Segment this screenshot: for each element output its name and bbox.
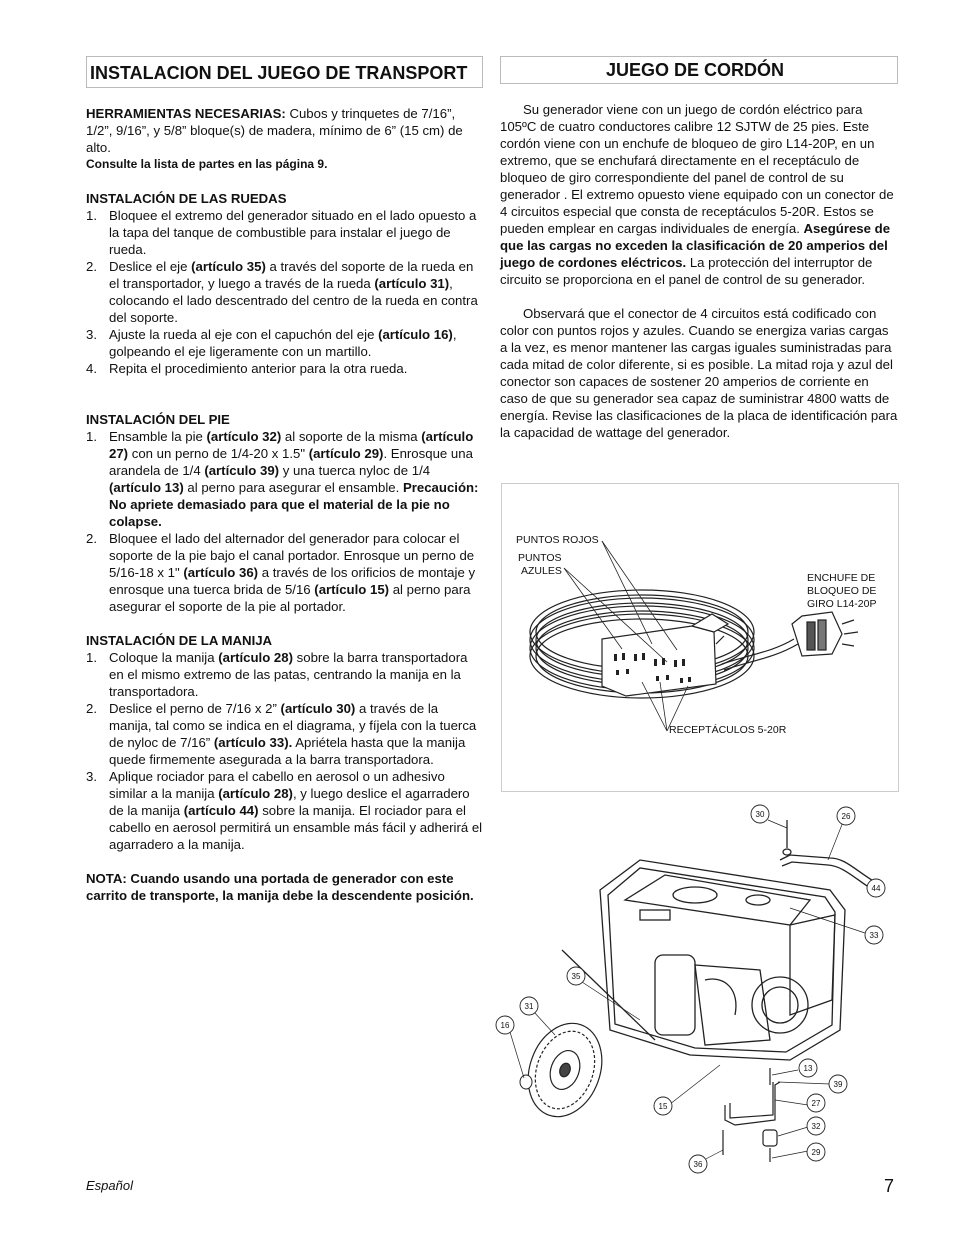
cord-drawing: [502, 484, 898, 791]
bold-text: (artículo 13): [109, 480, 184, 495]
tools-paragraph: [86, 105, 483, 173]
blue-dots-label-line2: AZULES: [521, 565, 562, 577]
text-span: , golpeando el eje ligeramente con un martillo.: [109, 327, 457, 359]
bold-text: Asegúrese de que las cargas no exceden la clasificación de 20 amperios del juego de cordones eléctricos.: [500, 221, 891, 270]
text-span: al perno para asegurar el ensamble.: [183, 480, 403, 495]
tools-label: HERRAMIENTAS NECESARIAS:: [86, 106, 286, 121]
text-span: Su generador viene con un juego de cordón eléctrico para 105ºC de cuatro conductores calibre 12 SJTW de 25 pies. Este cordón viene con un enchufe de bloqueo de giro L14-20P, en un extremo, que se enchufará directamente en el receptáculo de bloqueo de giro correspondiente del panel de control de su generador . El extremo opuesto viene equipado con un conector de 4 circuitos especial que consta de receptáculos 5-20R. Estos se pueden emplear en cargas individuales de energía.: [500, 102, 894, 236]
callout-15: 15: [658, 1102, 668, 1111]
bold-text: (artículo 32): [206, 429, 282, 444]
text-span: sobre la manija. El rociador para el cabello en aerosol permitirá un ensamble más fácil y adherirá el agarradero a la manija.: [109, 803, 483, 852]
callout-39: 39: [833, 1080, 843, 1089]
cord-figure: [501, 483, 899, 792]
list-item-number: 1.: [86, 650, 97, 665]
text-span: y una tuerca nyloc de 1/4: [279, 463, 431, 478]
text-span: Deslice el perno de 7/16 x 2”: [109, 701, 281, 716]
list-item-number: 2.: [86, 701, 97, 716]
bold-text: (artículo 31): [374, 276, 450, 291]
bold-text: (artículo 28): [218, 650, 293, 665]
cord-paragraph-1: [500, 101, 898, 288]
list-item: [86, 649, 483, 700]
callout-33: 33: [869, 931, 879, 940]
bold-text: (artículo 44): [183, 803, 259, 818]
list-item-number: 1.: [86, 208, 97, 223]
text-span: Repita el procedimiento anterior para la otra rueda.: [109, 361, 408, 376]
list-item-number: 1.: [86, 429, 97, 444]
parts-note: Consulte la lista de partes en las página 9.: [86, 157, 328, 171]
blue-dots-label-line1: PUNTOS: [518, 552, 562, 564]
handle-heading: INSTALACIÓN DE LA MANIJA: [86, 633, 273, 648]
text-span: . Enrosque una arandela de 1/4: [109, 446, 473, 478]
text-span: Aplique rociador para el cabello en aerosol o un adhesivo similar a la manija: [109, 769, 445, 801]
plug-label-line1: ENCHUFE DE: [807, 572, 876, 584]
callout-29: 29: [811, 1148, 821, 1157]
bold-text: Precaución: No apriete demasiado para que el material de la pie no colapse.: [109, 480, 479, 529]
callout-44: 44: [871, 884, 881, 893]
bold-text: (artículo 30): [280, 701, 356, 716]
nota-paragraph: NOTA: Cuando usando una portada de generador con este carrito de transporte, la manija debe la descendente posición.: [86, 871, 474, 903]
cord-paragraph-2: Observará que el conector de 4 circuitos está codificado con color con puntos rojos y azules. Cuando se energiza varias cargas a la vez, es menor mantener las cargas iguales suministradas para cada mitad de color diferente, si es posible. La mitad roja y azul del conector son capaces de sostener 20 amperios de corriente en caso de que su generador sea capaz de suministrar 4800 watts de energía. Revise las clasificaciones de la placa de identificación para la capacidad de wattage del generador.: [500, 306, 898, 440]
wheels-steps: [86, 207, 483, 377]
bold-text: (artículo 36): [183, 565, 259, 580]
text-span: al soporte de la misma: [281, 429, 422, 444]
bold-text: (artículo 16): [378, 327, 453, 342]
cord-kit-title: JUEGO DE CORDÓN: [500, 56, 898, 84]
bold-text: (artículo 27): [109, 429, 474, 461]
list-item: [86, 326, 483, 360]
receptacles-label: RECEPTÁCULOS 5-20R: [669, 724, 787, 736]
list-item: [86, 258, 483, 326]
list-item: [86, 428, 483, 530]
list-item: [86, 530, 483, 615]
text-span: Deslice el eje: [109, 259, 192, 274]
callout-27: 27: [811, 1099, 821, 1108]
bold-text: (artículo 28): [218, 786, 293, 801]
list-item-number: 2.: [86, 259, 97, 274]
red-dots-label: PUNTOS ROJOS: [516, 534, 599, 546]
callout-16: 16: [500, 1021, 510, 1030]
list-item: [86, 360, 483, 377]
tools-text: Cubos y trinquetes de 7/16”, 1/2”, 9/16”, y 5/8” bloque(s) de madera, mínimo de 6” (15 cm) de alto.: [86, 106, 463, 155]
text-span: Apriétela hasta que la manija quede firmemente asegurada a la barra transportadora.: [109, 735, 466, 767]
list-item-number: 3.: [86, 327, 97, 342]
callout-32: 32: [811, 1122, 821, 1131]
list-item: [86, 700, 483, 768]
footer-language: Español: [86, 1178, 133, 1193]
callout-30: 30: [755, 810, 765, 819]
callout-35: 35: [571, 972, 581, 981]
text-span: La protección del interruptor de circuito se proporciona en el panel de control de su generador.: [500, 255, 873, 287]
wheels-heading: INSTALACIÓN DE LAS RUEDAS: [86, 191, 287, 206]
text-span: Ajuste la rueda al eje con el capuchón del eje: [109, 327, 379, 342]
text-span: a través del soporte de la rueda en el transportador, y luego a través de la rueda: [109, 259, 474, 291]
text-span: Ensamble la pie: [109, 429, 207, 444]
foot-section: [86, 411, 483, 615]
list-item: [86, 768, 483, 853]
page-number: 7: [884, 1176, 895, 1196]
list-item-number: 2.: [86, 531, 97, 546]
callout-26: 26: [841, 812, 851, 821]
right-column: [500, 56, 898, 441]
list-item-number: 4.: [86, 361, 97, 376]
list-item: [86, 207, 483, 258]
text-span: al perno para asegurar el soporte de la pie al portador.: [109, 582, 471, 614]
plug-label-line2: BLOQUEO DE: [807, 585, 877, 597]
transport-kit-title: INSTALACION DEL JUEGO DE TRANSPORT: [86, 56, 483, 88]
text-span: , colocando el lado descentrado del centro de la rueda en contra del soporte.: [109, 276, 478, 325]
foot-steps: [86, 428, 483, 615]
handle-steps: [86, 649, 483, 853]
text-span: Coloque la manija: [109, 650, 219, 665]
bold-text: (artículo 15): [314, 582, 390, 597]
bold-text: (artículo 39): [204, 463, 280, 478]
callout-36: 36: [693, 1160, 703, 1169]
wheels-section: [86, 190, 483, 377]
list-item-number: 3.: [86, 769, 97, 784]
handle-section: [86, 632, 483, 853]
callout-31: 31: [524, 1002, 534, 1011]
text-span: sobre la barra transportadora en el mismo extremo de las patas, centrando la manija en la transportadora.: [109, 650, 468, 699]
plug-label-line3: GIRO L14-20P: [807, 598, 877, 610]
text-span: Bloquee el extremo del generador situado en el lado opuesto a la tapa del tanque de combustible para instalar el juego de rueda.: [109, 208, 477, 257]
bold-text: (artículo 33).: [213, 735, 293, 750]
text-span: con un perno de 1/4-20 x 1.5": [128, 446, 309, 461]
text-span: a través de la manija, tal como se indica en el diagrama, y fíjela con la tuerca de nyloc de 7/16”: [109, 701, 477, 750]
text-span: a través de los orificios de montaje y enrosque una tuerca brida de 5/16: [109, 565, 476, 597]
bold-text: (artículo 35): [191, 259, 266, 274]
left-column: [86, 56, 483, 904]
text-span: , y luego deslice el agarradero de la manija: [109, 786, 470, 818]
parts-figure: [490, 800, 900, 1180]
text-span: Bloquee el lado del alternador del generador para colocar el soporte de la pie bajo el canal portador. Enrosque un perno de 5/16-18 x 1": [109, 531, 475, 580]
bold-text: (artículo 29): [308, 446, 384, 461]
generator-drawing: [490, 800, 900, 1180]
callout-13: 13: [803, 1064, 813, 1073]
foot-heading: INSTALACIÓN DEL PIE: [86, 412, 230, 427]
